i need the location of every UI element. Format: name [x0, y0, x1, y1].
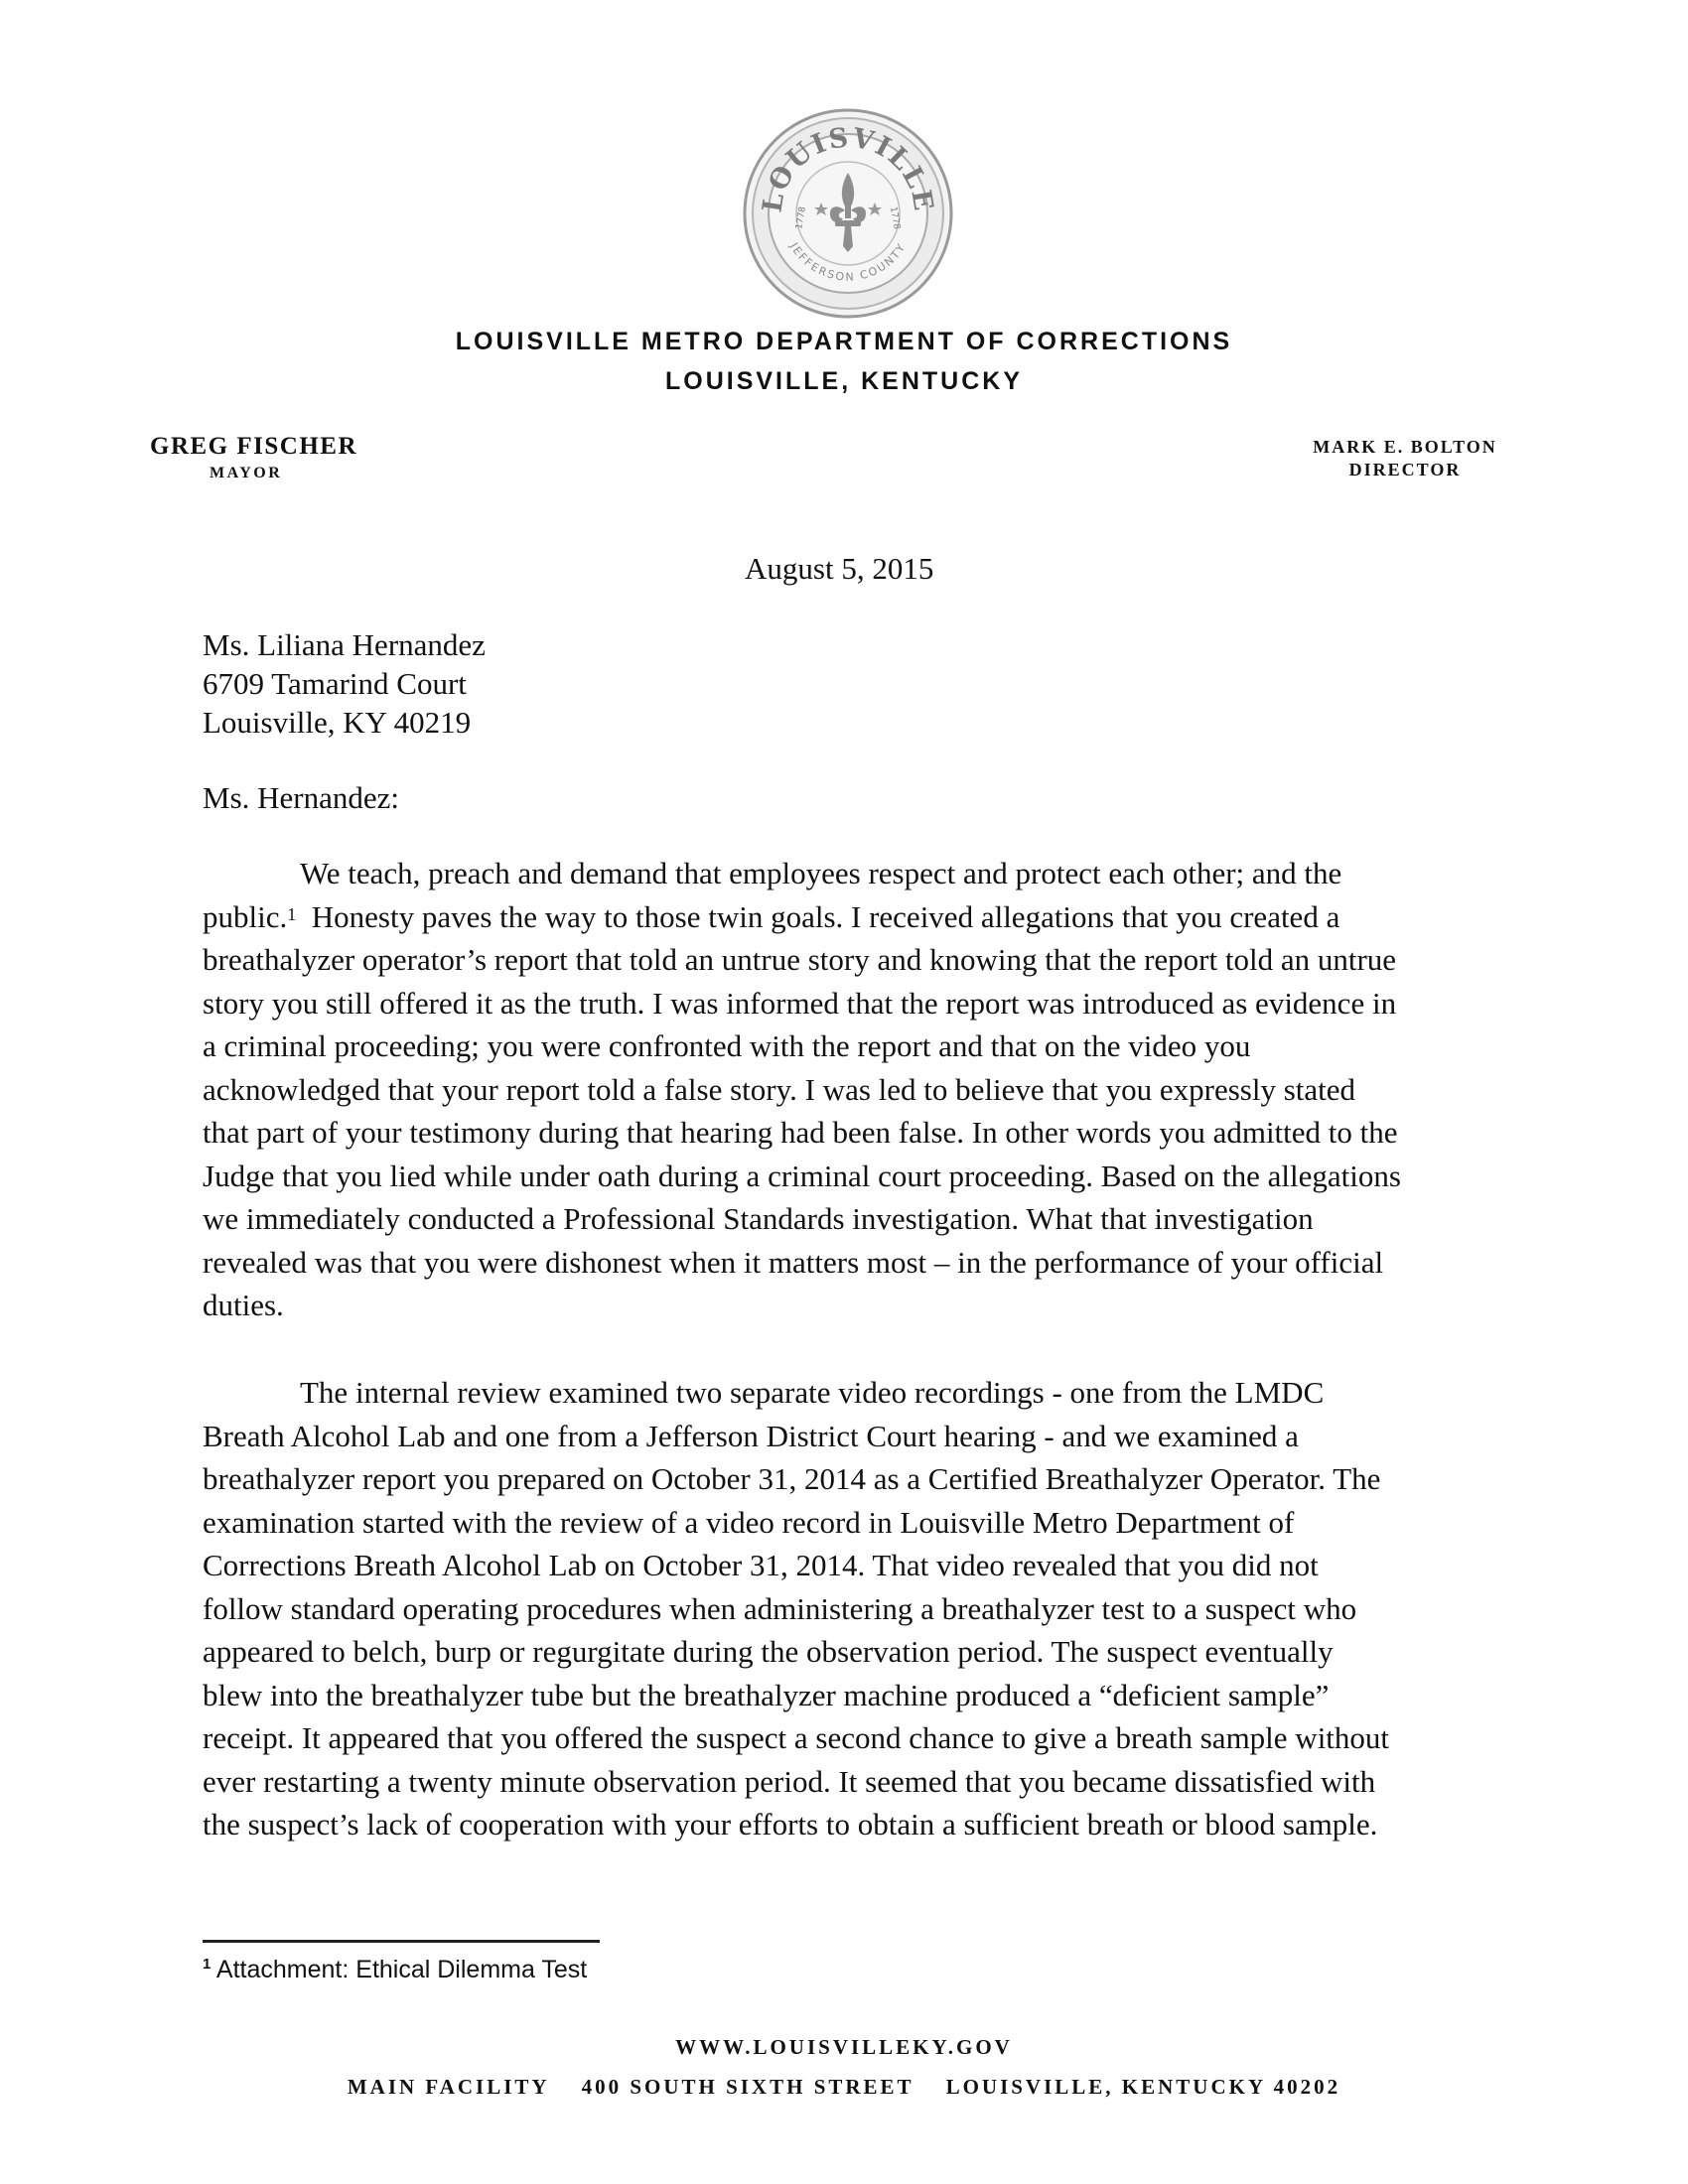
paragraph-line: revealed was that you were dishonest when it matters most – in the performance of your official: [203, 1244, 1384, 1280]
footnote: [203, 1956, 587, 1984]
paragraph-line: acknowledged that your report told a false story. I was led to believe that you expressly stated: [203, 1071, 1356, 1107]
paragraph-line: follow standard operating procedures when administering a breathalyzer test to a suspect who: [203, 1590, 1357, 1626]
body-paragraph-2: [203, 1371, 1493, 1846]
paragraph-line: appeared to belch, burp or regurgitate during the observation period. The suspect eventually: [203, 1634, 1334, 1669]
director-block: [1301, 437, 1509, 480]
paragraph-line: We teach, preach and demand that employees respect and protect each other; and the: [300, 856, 1342, 890]
footnote-divider: [203, 1940, 600, 1943]
seal-bottom-text: JEFFERSON COUNTY: [787, 240, 910, 284]
paragraph-line: the suspect’s lack of cooperation with your efforts to obtain a sufficient breath or blood sample.: [203, 1807, 1378, 1842]
footer-street: 400 SOUTH SIXTH STREET: [581, 2075, 914, 2099]
salutation: Ms. Hernandez:: [203, 780, 399, 815]
recipient-name: Ms. Liliana Hernandez: [203, 627, 486, 662]
paragraph-line: ever restarting a twenty minute observation period. It seemed that you became dissatisfied with: [203, 1763, 1376, 1799]
paragraph-line: receipt. It appeared that you offered the suspect a second chance to give a breath sample without: [203, 1720, 1390, 1755]
paragraph-line: The internal review examined two separate video recordings - one from the LMDC: [300, 1375, 1325, 1410]
director-title: DIRECTOR: [1348, 460, 1462, 479]
footer-website: WWW.LOUISVILLEKY.GOV: [675, 2035, 1013, 2059]
mayor-block: [150, 433, 368, 482]
seal-left-year: 1778: [794, 205, 808, 230]
paragraph-line: that part of your testimony during that hearing had been false. In other words you admitted to the: [203, 1115, 1398, 1150]
letter-date: August 5, 2015: [745, 551, 934, 586]
paragraph-line: blew into the breathalyzer tube but the breathalyzer machine produced a “deficient sample”: [203, 1677, 1330, 1712]
recipient-city: Louisville, KY 40219: [203, 705, 472, 740]
louisville-seal-logo: [742, 107, 954, 320]
department-city: LOUISVILLE, KENTUCKY: [664, 367, 1023, 395]
footnote-text: Attachment: Ethical Dilemma Test: [215, 1956, 588, 1983]
recipient-address: [203, 625, 486, 742]
paragraph-text: Honesty paves the way to those twin goals. I received allegations that you created a: [296, 898, 1340, 934]
recipient-street: 6709 Tamarind Court: [203, 666, 467, 701]
footnote-mark: 1: [203, 1956, 211, 1973]
footnote-reference: 1: [287, 903, 297, 924]
seal-right-year: 1778: [888, 205, 902, 230]
paragraph-line: breathalyzer operator’s report that told an untrue story and knowing that the report told an untrue: [203, 942, 1397, 977]
paragraph-line: [203, 895, 1493, 939]
paragraph-line: we immediately conducted a Professional Standards investigation. What that investigation: [203, 1201, 1314, 1236]
paragraph-text: public.: [203, 898, 288, 934]
paragraph-line: duties.: [203, 1288, 284, 1322]
paragraph-line: Breath Alcohol Lab and one from a Jefferson District Court hearing - and we examined a: [203, 1418, 1299, 1453]
paragraph-line: Judge that you lied while under oath during a criminal court proceeding. Based on the allegations: [203, 1158, 1401, 1193]
department-name: LOUISVILLE METRO DEPARTMENT OF CORRECTIONS: [455, 328, 1233, 355]
director-name: MARK E. BOLTON: [1313, 437, 1497, 457]
mayor-title: MAYOR: [210, 465, 283, 481]
footer-city: LOUISVILLE, KENTUCKY 40202: [945, 2075, 1341, 2099]
seal-ring-text: LOUISVILLE: [757, 122, 939, 215]
paragraph-line: story you still offered it as the truth. I was informed that the report was introduced as evidence in: [203, 985, 1397, 1021]
paragraph-line: breathalyzer report you prepared on October 31, 2014 as a Certified Breathalyzer Operator. The: [203, 1461, 1381, 1496]
footer-address: [0, 2075, 1688, 2100]
body-paragraph-1: [203, 852, 1493, 1327]
paragraph-line: a criminal proceeding; you were confronted with the report and that on the video you: [203, 1028, 1251, 1063]
mayor-name: GREG FISCHER: [150, 433, 358, 460]
paragraph-line: Corrections Breath Alcohol Lab on October 31, 2014. That video revealed that you did not: [203, 1548, 1319, 1582]
paragraph-line: examination started with the review of a video record in Louisville Metro Department of: [203, 1504, 1295, 1540]
footer-facility-label: MAIN FACILITY: [347, 2075, 550, 2099]
